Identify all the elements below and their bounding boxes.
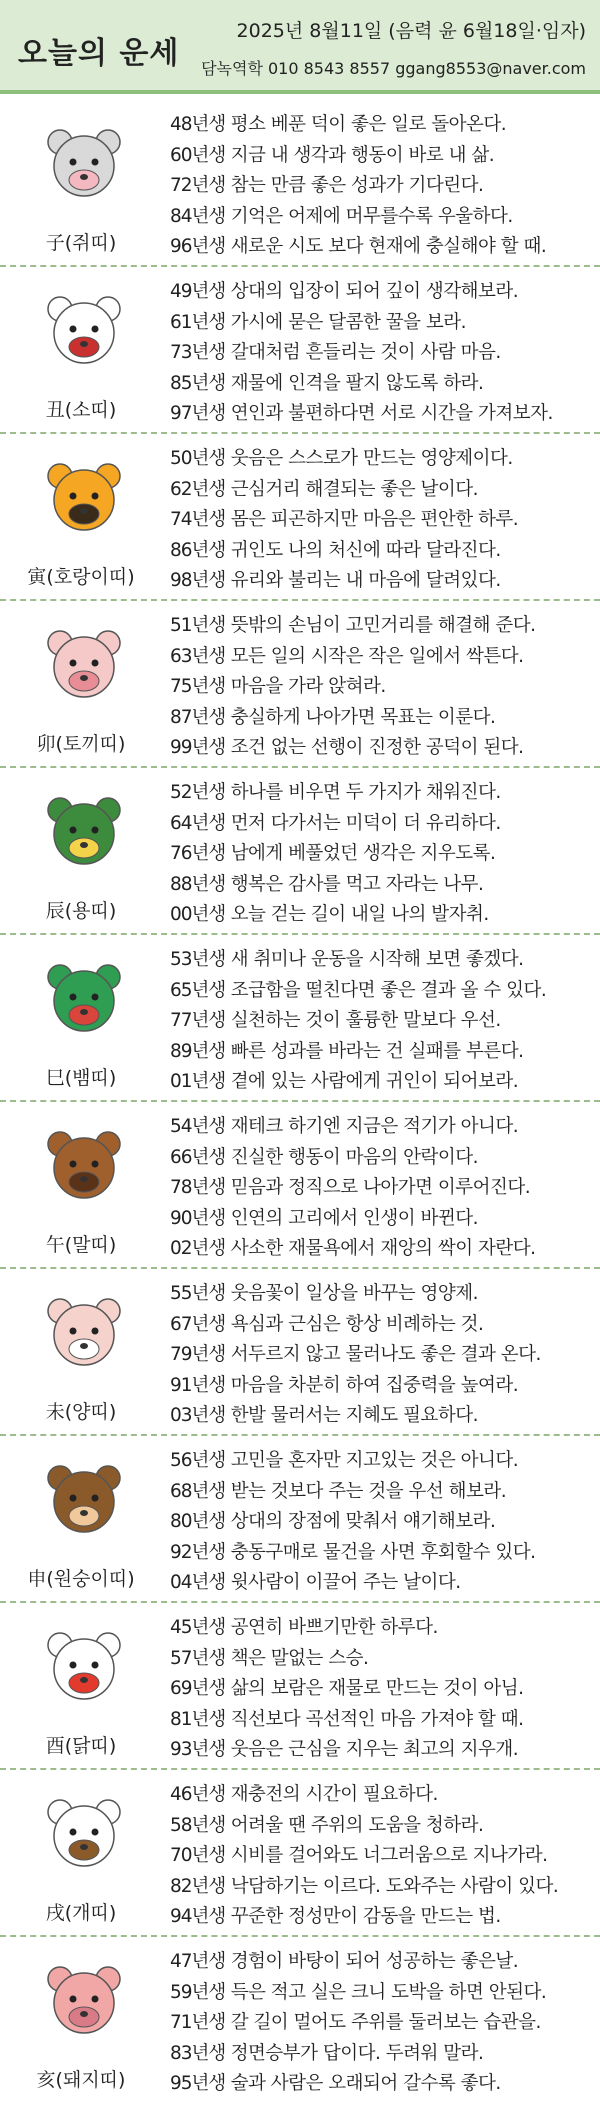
fortune-text: 받는 것보다 주는 것을 우선 해보라. [230,1480,507,1502]
fortune-text: 행복은 감사를 먹고 자라는 나무. [230,873,484,895]
birth-year: 59년생 [170,1981,226,2003]
fortune-line [170,475,594,506]
fortune-line [170,1613,594,1644]
fortune-text: 기억은 어제에 머무를수록 우울하다. [230,205,513,227]
fortune-line [170,1371,594,1402]
birth-year: 83년생 [170,2042,226,2064]
birth-year: 82년생 [170,1875,226,1897]
fortune-text: 연인과 불편하다면 서로 시간을 가져보자. [230,403,553,424]
fortune-text: 공연히 바쁘기만한 하루다. [230,1617,438,1638]
fortune-lines [170,945,594,1098]
monkey-icon [44,1458,124,1538]
fortune-text: 사소한 재물욕에서 재앙의 싹이 자란다. [230,1238,536,1259]
birth-year: 57년생 [170,1647,226,1669]
fortune-text: 시비를 걸어와도 너그러움으로 지나가라. [230,1845,548,1866]
fortune-line [170,369,594,400]
page-title: 오늘의 운세 [18,36,180,71]
fortune-line [170,232,594,263]
fortune-text: 한발 물러서는 지혜도 필요하다. [230,1405,479,1426]
fortune-lines [170,1613,594,1766]
fortune-line [170,1644,594,1675]
dog-icon [44,1792,124,1872]
zodiac-list [0,100,600,2104]
zodiac-row [0,1770,600,1937]
fortune-lines [170,778,594,931]
header-bar [0,0,600,94]
fortune-text: 꾸준한 정성만이 감동을 만드는 법. [230,1906,501,1927]
fortune-lines [170,1947,594,2100]
fortune-text: 웃음은 근심을 지우는 최고의 지우개. [230,1739,519,1760]
birth-year: 61년생 [170,311,226,333]
birth-year: 77년생 [170,1010,226,1031]
fortune-line [170,778,594,809]
birth-year: 87년생 [170,706,226,728]
snake-icon [44,957,124,1037]
birth-year: 63년생 [170,645,226,667]
fortune-text: 하나를 비우면 두 가지가 채워진다. [230,782,501,803]
fortune-text: 웃음은 스스로가 만드는 영양제이다. [230,448,513,469]
fortune-line [170,1735,594,1766]
zodiac-row [0,768,600,935]
fortune-line [170,338,594,369]
fortune-line [170,1872,594,1903]
birth-year: 96년생 [170,236,226,257]
birth-year: 99년생 [170,737,226,758]
fortune-line [170,1902,594,1933]
zodiac-row [0,1603,600,1770]
birth-year: 47년생 [170,1951,226,1972]
fortune-lines [170,1446,594,1599]
birth-year: 97년생 [170,403,226,424]
zodiac-label: 申(원숭이띠) [27,1568,135,1590]
fortune-text: 욕심과 근심은 항상 비례하는 것. [230,1313,484,1335]
fortune-lines [170,110,594,263]
fortune-line [170,1446,594,1477]
fortune-text: 남에게 베풀었던 생각은 지우도록. [230,843,496,864]
birth-year: 54년생 [170,1116,226,1137]
rat-icon [44,122,124,202]
fortune-lines [170,1780,594,1933]
birth-year: 46년생 [170,1784,226,1805]
fortune-text: 마음을 차분히 하여 집중력을 높여라. [230,1374,519,1396]
birth-year: 78년생 [170,1177,226,1198]
fortune-text: 인연의 고리에서 인생이 바뀐다. [230,1207,479,1229]
zodiac-animal [0,1603,162,1768]
fortune-text: 마음을 가라 앉혀라. [230,676,386,697]
fortune-text: 실천하는 것이 훌륭한 말보다 우선. [230,1010,501,1031]
birth-year: 48년생 [170,114,226,135]
zodiac-label: 寅(호랑이띠) [27,566,135,588]
fortune-line [170,1841,594,1872]
fortune-line [170,642,594,673]
zodiac-row [0,100,600,267]
birth-year: 55년생 [170,1283,226,1304]
fortune-line [170,611,594,642]
fortune-text: 직선보다 곡선적인 마음 가져야 할 때. [230,1708,524,1730]
fortune-line [170,2039,594,2070]
zodiac-animal [0,1937,162,2102]
birth-year: 76년생 [170,843,226,864]
zodiac-animal [0,100,162,265]
birth-year: 74년생 [170,509,226,530]
zodiac-label: 辰(용띠) [45,900,117,922]
birth-year: 58년생 [170,1814,226,1836]
zodiac-label: 丑(소띠) [45,399,117,421]
dragon-icon [44,790,124,870]
zodiac-label: 亥(돼지띠) [36,2069,126,2091]
zodiac-animal [0,267,162,432]
fortune-line [170,1780,594,1811]
fortune-line [170,277,594,308]
fortune-line [170,1674,594,1705]
fortune-line [170,202,594,233]
fortune-line [170,110,594,141]
birth-year: 00년생 [170,904,226,925]
fortune-text: 지금 내 생각과 행동이 바로 내 삶. [230,144,495,166]
birth-year: 64년생 [170,812,226,834]
birth-year: 65년생 [170,979,226,1001]
birth-year: 73년생 [170,342,226,363]
fortune-text: 어려울 땐 주위의 도움을 청하라. [230,1814,484,1836]
fortune-line [170,2008,594,2039]
zodiac-animal [0,768,162,933]
zodiac-label: 午(말띠) [45,1234,117,1256]
fortune-line [170,1037,594,1068]
birth-year: 95년생 [170,2073,226,2094]
fortune-line [170,1173,594,1204]
birth-year: 80년생 [170,1511,226,1532]
birth-year: 89년생 [170,1040,226,1062]
fortune-line [170,870,594,901]
fortune-line [170,1234,594,1265]
fortune-text: 몸은 피곤하지만 마음은 편안한 하루. [230,509,519,530]
zodiac-animal [0,1770,162,1935]
fortune-text: 가시에 묻은 달콤한 꿀을 보라. [230,311,467,333]
fortune-line [170,171,594,202]
birth-year: 53년생 [170,949,226,970]
ox-icon [44,289,124,369]
birth-year: 69년생 [170,1678,226,1699]
fortune-text: 조건 없는 선행이 진정한 공덕이 된다. [230,737,524,758]
fortune-line [170,141,594,172]
fortune-text: 참는 만큼 좋은 성과가 기다린다. [230,175,484,196]
fortune-line [170,976,594,1007]
zodiac-label: 卯(토끼띠) [36,733,126,755]
birth-year: 86년생 [170,539,226,561]
zodiac-label: 戌(개띠) [45,1902,117,1924]
birth-year: 03년생 [170,1405,226,1426]
fortune-line [170,536,594,567]
fortune-line [170,1705,594,1736]
zodiac-animal [0,935,162,1100]
birth-year: 94년생 [170,1906,226,1927]
birth-year: 70년생 [170,1845,226,1866]
fortune-text: 곁에 있는 사람에게 귀인이 되어보라. [230,1071,519,1092]
zodiac-row [0,1937,600,2104]
fortune-text: 낙담하기는 이르다. 도와주는 사람이 있다. [230,1875,559,1897]
zodiac-animal [0,1436,162,1601]
fortune-lines [170,444,594,597]
birth-year: 91년생 [170,1374,226,1396]
rooster-icon [44,1625,124,1705]
fortune-line [170,444,594,475]
fortune-text: 먼저 다가서는 미덕이 더 유리하다. [230,812,501,834]
zodiac-animal [0,434,162,599]
zodiac-label: 子(쥐띠) [45,232,117,254]
zodiac-row [0,1102,600,1269]
birth-year: 67년생 [170,1313,226,1335]
zodiac-row [0,601,600,768]
birth-year: 79년생 [170,1344,226,1365]
zodiac-label: 酉(닭띠) [45,1735,117,1757]
birth-year: 56년생 [170,1450,226,1471]
fortune-line [170,1507,594,1538]
fortune-text: 상대의 입장이 되어 깊이 생각해보라. [230,281,519,302]
zodiac-animal [0,601,162,766]
fortune-line [170,839,594,870]
fortune-text: 새 취미나 운동을 시작해 보면 좋겠다. [230,949,524,970]
fortune-text: 책은 말없는 스승. [230,1647,369,1669]
fortune-text: 뜻밖의 손님이 고민거리를 해결해 준다. [230,615,536,636]
birth-year: 72년생 [170,175,226,196]
birth-year: 04년생 [170,1572,226,1593]
fortune-text: 갈대처럼 흔들리는 것이 사람 마음. [230,342,501,363]
birth-year: 93년생 [170,1739,226,1760]
fortune-text: 서두르지 않고 물러나도 좋은 결과 온다. [230,1344,541,1365]
zodiac-animal [0,1102,162,1267]
fortune-text: 재충전의 시간이 필요하다. [230,1784,438,1805]
fortune-text: 귀인도 나의 처신에 따라 달라진다. [230,539,501,561]
fortune-text: 삶의 보람은 재물로 만드는 것이 아님. [230,1678,524,1699]
fortune-text: 재테크 하기엔 지금은 적기가 아니다. [230,1116,519,1137]
fortune-text: 정면승부가 답이다. 두려워 말라. [230,2042,484,2064]
birth-year: 75년생 [170,676,226,697]
fortune-line [170,1401,594,1432]
contact-line: 담녹역학 010 8543 8557 ggang8553@naver.com [201,59,586,78]
fortune-line [170,1340,594,1371]
fortune-text: 진실한 행동이 마음의 안락이다. [230,1146,479,1168]
fortune-text: 웃음꽃이 일상을 바꾸는 영양제. [230,1283,479,1304]
fortune-line [170,1811,594,1842]
fortune-line [170,1568,594,1599]
birth-year: 60년생 [170,144,226,166]
fortune-line [170,566,594,597]
fortune-text: 근심거리 해결되는 좋은 날이다. [230,478,479,500]
fortune-text: 빠른 성과를 바라는 건 실패를 부른다. [230,1040,524,1062]
sheep-icon [44,1291,124,1371]
birth-year: 88년생 [170,873,226,895]
birth-year: 66년생 [170,1146,226,1168]
fortune-text: 새로운 시도 보다 현재에 충실해야 할 때. [230,236,547,257]
fortune-line [170,1006,594,1037]
birth-year: 85년생 [170,372,226,394]
zodiac-row [0,434,600,601]
pig-icon [44,1959,124,2039]
rabbit-icon [44,623,124,703]
fortune-line [170,1978,594,2009]
fortune-line [170,733,594,764]
fortune-line [170,505,594,536]
birth-year: 02년생 [170,1238,226,1259]
fortune-text: 상대의 장점에 맞춰서 얘기해보라. [230,1511,496,1532]
fortune-line [170,2069,594,2100]
fortune-line [170,945,594,976]
fortune-line [170,1477,594,1508]
fortune-lines [170,277,594,430]
horse-icon [44,1124,124,1204]
zodiac-animal [0,1269,162,1434]
birth-year: 52년생 [170,782,226,803]
fortune-line [170,1310,594,1341]
birth-year: 98년생 [170,570,226,591]
zodiac-row [0,1436,600,1603]
zodiac-row [0,935,600,1102]
fortune-lines [170,1112,594,1265]
zodiac-label: 巳(뱀띠) [45,1067,117,1089]
fortune-line [170,900,594,931]
fortune-text: 평소 베푼 덕이 좋은 일로 돌아온다. [230,114,507,135]
fortune-line [170,703,594,734]
fortune-lines [170,1279,594,1432]
fortune-line [170,1143,594,1174]
birth-year: 49년생 [170,281,226,302]
birth-year: 92년생 [170,1541,226,1563]
fortune-lines [170,611,594,764]
fortune-line [170,1947,594,1978]
fortune-text: 경험이 바탕이 되어 성공하는 좋은날. [230,1951,519,1972]
fortune-text: 득은 적고 실은 크니 도박을 하면 안된다. [230,1981,547,2003]
date-line: 2025년 8월11일 (음력 윤 6월18일·임자) [236,20,586,42]
fortune-text: 조급함을 떨친다면 좋은 결과 올 수 있다. [230,979,547,1001]
fortune-line [170,1112,594,1143]
fortune-text: 충동구매로 물건을 사면 후회할수 있다. [230,1541,536,1563]
birth-year: 71년생 [170,2012,226,2033]
fortune-text: 고민을 혼자만 지고있는 것은 아니다. [230,1450,519,1471]
fortune-line [170,399,594,430]
birth-year: 84년생 [170,205,226,227]
fortune-text: 갈 길이 멀어도 주위를 둘러보는 습관을. [230,2012,541,2033]
fortune-text: 술과 사람은 오래되어 갈수록 좋다. [230,2073,501,2094]
fortune-text: 모든 일의 시작은 작은 일에서 싹튼다. [230,645,524,667]
fortune-line [170,1538,594,1569]
fortune-line [170,308,594,339]
fortune-text: 믿음과 정직으로 나아가면 이루어진다. [230,1177,531,1198]
zodiac-row [0,1269,600,1436]
zodiac-row [0,267,600,434]
birth-year: 51년생 [170,615,226,636]
fortune-line [170,1279,594,1310]
birth-year: 01년생 [170,1071,226,1092]
fortune-text: 충실하게 나아가면 목표는 이룬다. [230,706,496,728]
fortune-text: 유리와 불리는 내 마음에 달려있다. [230,570,501,591]
birth-year: 50년생 [170,448,226,469]
birth-year: 68년생 [170,1480,226,1502]
fortune-text: 오늘 걷는 길이 내일 나의 발자취. [230,904,489,925]
birth-year: 45년생 [170,1617,226,1638]
fortune-line [170,672,594,703]
birth-year: 62년생 [170,478,226,500]
fortune-line [170,1204,594,1235]
zodiac-label: 未(양띠) [45,1401,117,1423]
tiger-icon [44,456,124,536]
fortune-line [170,809,594,840]
birth-year: 90년생 [170,1207,226,1229]
fortune-line [170,1067,594,1098]
fortune-text: 윗사람이 이끌어 주는 날이다. [230,1572,461,1593]
birth-year: 81년생 [170,1708,226,1730]
fortune-text: 재물에 인격을 팔지 않도록 하라. [230,372,484,394]
